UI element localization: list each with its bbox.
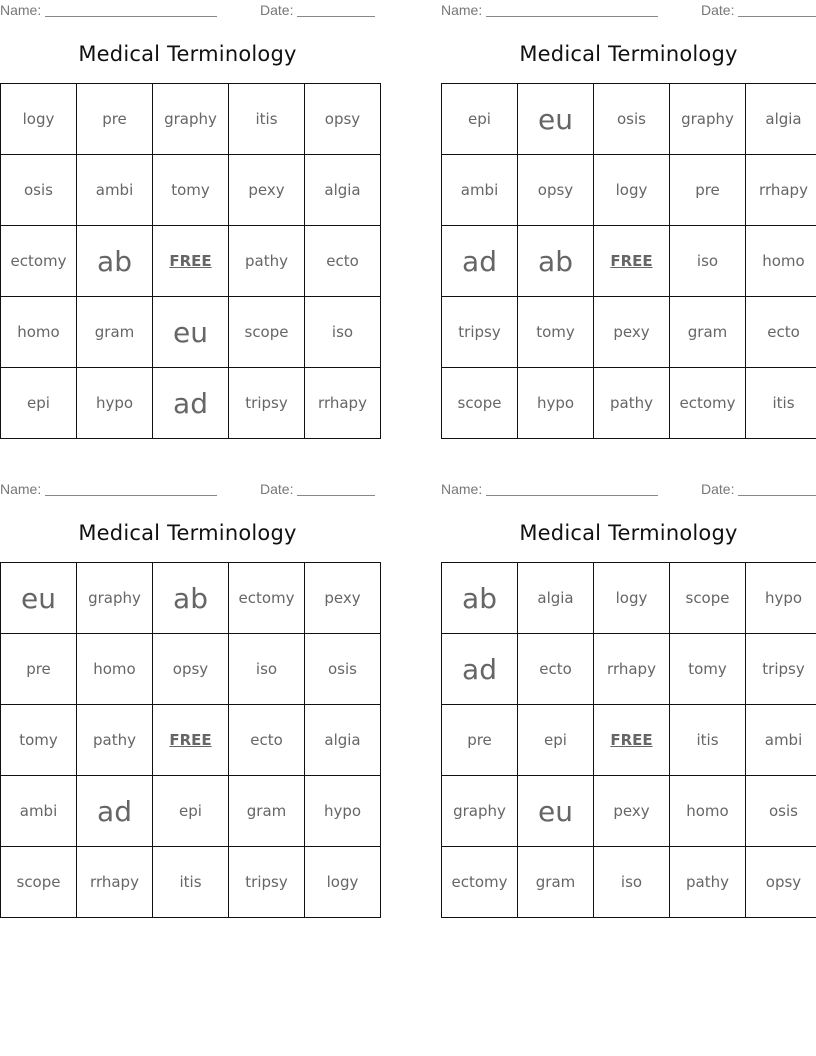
bingo-cell[interactable]: ab (153, 563, 229, 634)
grid-row (1, 226, 381, 297)
bingo-cell[interactable]: gram (229, 776, 305, 847)
name-date-header (0, 481, 375, 499)
bingo-cell[interactable]: homo (1, 297, 77, 368)
name-label: Name: (441, 481, 483, 497)
name-label: Name: (0, 2, 42, 18)
bingo-cell[interactable]: tomy (153, 155, 229, 226)
bingo-grid (441, 562, 816, 918)
grid-row (1, 563, 381, 634)
name-label: Name: (441, 2, 483, 18)
bingo-grid (0, 83, 381, 439)
grid-row (1, 84, 381, 155)
card-title: Medical Terminology (519, 521, 738, 545)
name-field[interactable] (45, 495, 217, 496)
bingo-cell[interactable]: logy (305, 847, 381, 918)
bingo-cell[interactable]: ad (77, 776, 153, 847)
bingo-cell[interactable]: ad (153, 368, 229, 439)
grid-row (442, 705, 816, 776)
bingo-cell[interactable]: ecto (305, 226, 381, 297)
bingo-cell[interactable]: logy (594, 155, 670, 226)
bingo-cell[interactable]: hypo (305, 776, 381, 847)
bingo-cell[interactable]: rrhapy (77, 847, 153, 918)
bingo-cell[interactable]: pathy (229, 226, 305, 297)
bingo-cell[interactable]: pexy (229, 155, 305, 226)
bingo-cell[interactable]: ectomy (1, 226, 77, 297)
card-title: Medical Terminology (519, 42, 738, 66)
bingo-cell[interactable]: homo (670, 776, 746, 847)
date-field[interactable] (738, 16, 816, 17)
bingo-cell[interactable]: algia (305, 705, 381, 776)
bingo-cell[interactable]: pathy (594, 368, 670, 439)
bingo-cell[interactable]: graphy (670, 84, 746, 155)
bingo-cell[interactable]: algia (305, 155, 381, 226)
bingo-cell[interactable]: ambi (746, 705, 816, 776)
bingo-cell[interactable]: graphy (442, 776, 518, 847)
bingo-cell[interactable]: homo (77, 634, 153, 705)
date-field[interactable] (297, 16, 375, 17)
bingo-cell[interactable]: tripsy (746, 634, 816, 705)
bingo-cell[interactable]: itis (670, 705, 746, 776)
date-label: Date: (701, 2, 735, 18)
bingo-cell[interactable]: itis (229, 84, 305, 155)
grid-row (1, 705, 381, 776)
bingo-cell[interactable]: algia (518, 563, 594, 634)
bingo-cell[interactable]: rrhapy (594, 634, 670, 705)
bingo-cell[interactable]: itis (746, 368, 816, 439)
grid-row (442, 368, 816, 439)
name-date-header (0, 2, 375, 20)
bingo-cell[interactable]: epi (442, 84, 518, 155)
bingo-grid (0, 562, 381, 918)
bingo-cell[interactable]: ecto (746, 297, 816, 368)
bingo-cell[interactable]: osis (1, 155, 77, 226)
name-date-header (441, 481, 816, 499)
bingo-cell[interactable]: pre (77, 84, 153, 155)
bingo-cell[interactable]: ectomy (670, 368, 746, 439)
bingo-cell[interactable]: logy (594, 563, 670, 634)
bingo-cell[interactable]: opsy (305, 84, 381, 155)
name-field[interactable] (45, 16, 217, 17)
bingo-cell[interactable]: iso (594, 847, 670, 918)
bingo-grid (441, 83, 816, 439)
bingo-cell[interactable]: pre (1, 634, 77, 705)
bingo-cell[interactable]: tripsy (229, 847, 305, 918)
bingo-cell[interactable]: ab (442, 563, 518, 634)
bingo-cell[interactable]: ectomy (442, 847, 518, 918)
date-field[interactable] (738, 495, 816, 496)
name-field[interactable] (486, 16, 658, 17)
bingo-cell[interactable]: pathy (670, 847, 746, 918)
grid-row (1, 155, 381, 226)
bingo-cell[interactable]: scope (442, 368, 518, 439)
date-label: Date: (260, 2, 294, 18)
name-label: Name: (0, 481, 42, 497)
grid-row (442, 563, 816, 634)
date-label: Date: (701, 481, 735, 497)
grid-row (442, 776, 816, 847)
bingo-cell[interactable]: scope (229, 297, 305, 368)
free-space[interactable]: FREE (153, 705, 229, 776)
free-space[interactable]: FREE (594, 226, 670, 297)
grid-row (442, 226, 816, 297)
bingo-cell[interactable]: hypo (746, 563, 816, 634)
bingo-cell[interactable]: ecto (518, 634, 594, 705)
free-space[interactable]: FREE (153, 226, 229, 297)
bingo-cell[interactable]: epi (518, 705, 594, 776)
bingo-cell[interactable]: scope (670, 563, 746, 634)
free-space[interactable]: FREE (594, 705, 670, 776)
bingo-cell[interactable]: rrhapy (305, 368, 381, 439)
grid-row (442, 847, 816, 918)
bingo-cell[interactable]: epi (1, 368, 77, 439)
bingo-cell[interactable]: gram (77, 297, 153, 368)
bingo-cell[interactable]: ambi (77, 155, 153, 226)
bingo-cell[interactable]: pexy (594, 297, 670, 368)
bingo-cell[interactable]: ecto (229, 705, 305, 776)
bingo-cell[interactable]: opsy (153, 634, 229, 705)
bingo-cell[interactable]: tripsy (229, 368, 305, 439)
bingo-cell[interactable]: gram (518, 847, 594, 918)
bingo-cell[interactable]: tripsy (442, 297, 518, 368)
bingo-cell[interactable]: epi (153, 776, 229, 847)
bingo-cell[interactable]: hypo (518, 368, 594, 439)
grid-row (442, 84, 816, 155)
bingo-cell[interactable]: iso (229, 634, 305, 705)
bingo-cell[interactable]: graphy (77, 563, 153, 634)
bingo-cell[interactable]: ab (77, 226, 153, 297)
bingo-cell[interactable]: scope (1, 847, 77, 918)
bingo-cell[interactable]: itis (153, 847, 229, 918)
bingo-cell[interactable]: algia (746, 84, 816, 155)
bingo-cell[interactable]: rrhapy (746, 155, 816, 226)
bingo-cell[interactable]: ectomy (229, 563, 305, 634)
bingo-cell[interactable]: tomy (518, 297, 594, 368)
bingo-cell[interactable]: ambi (442, 155, 518, 226)
grid-row (442, 155, 816, 226)
bingo-cell[interactable]: opsy (746, 847, 816, 918)
bingo-cell[interactable]: ad (442, 226, 518, 297)
bingo-cell[interactable]: graphy (153, 84, 229, 155)
bingo-cell[interactable]: eu (1, 563, 77, 634)
name-field[interactable] (486, 495, 658, 496)
date-field[interactable] (297, 495, 375, 496)
bingo-cell[interactable]: osis (305, 634, 381, 705)
grid-row (442, 634, 816, 705)
bingo-cell[interactable]: tomy (670, 634, 746, 705)
grid-row (1, 297, 381, 368)
bingo-cell[interactable]: homo (746, 226, 816, 297)
bingo-cell[interactable]: iso (305, 297, 381, 368)
grid-row (1, 368, 381, 439)
bingo-cell[interactable]: pathy (77, 705, 153, 776)
bingo-cell[interactable]: hypo (77, 368, 153, 439)
grid-row (1, 847, 381, 918)
grid-row (1, 634, 381, 705)
bingo-cell[interactable]: iso (670, 226, 746, 297)
bingo-cell[interactable]: eu (153, 297, 229, 368)
bingo-cell[interactable]: eu (518, 776, 594, 847)
bingo-cell[interactable]: logy (1, 84, 77, 155)
bingo-cell[interactable]: eu (518, 84, 594, 155)
bingo-cell[interactable]: opsy (518, 155, 594, 226)
bingo-cell[interactable]: osis (594, 84, 670, 155)
bingo-cell[interactable]: ad (442, 634, 518, 705)
date-label: Date: (260, 481, 294, 497)
bingo-cell[interactable]: gram (670, 297, 746, 368)
name-date-header (441, 2, 816, 20)
bingo-cell[interactable]: pexy (305, 563, 381, 634)
grid-row (442, 297, 816, 368)
bingo-cell[interactable]: ab (518, 226, 594, 297)
bingo-cell[interactable]: tomy (1, 705, 77, 776)
card-title: Medical Terminology (78, 42, 297, 66)
bingo-cell[interactable]: pre (442, 705, 518, 776)
grid-row (1, 776, 381, 847)
bingo-cell[interactable]: ambi (1, 776, 77, 847)
card-title: Medical Terminology (78, 521, 297, 545)
bingo-cell[interactable]: pre (670, 155, 746, 226)
bingo-cell[interactable]: pexy (594, 776, 670, 847)
bingo-cell[interactable]: osis (746, 776, 816, 847)
